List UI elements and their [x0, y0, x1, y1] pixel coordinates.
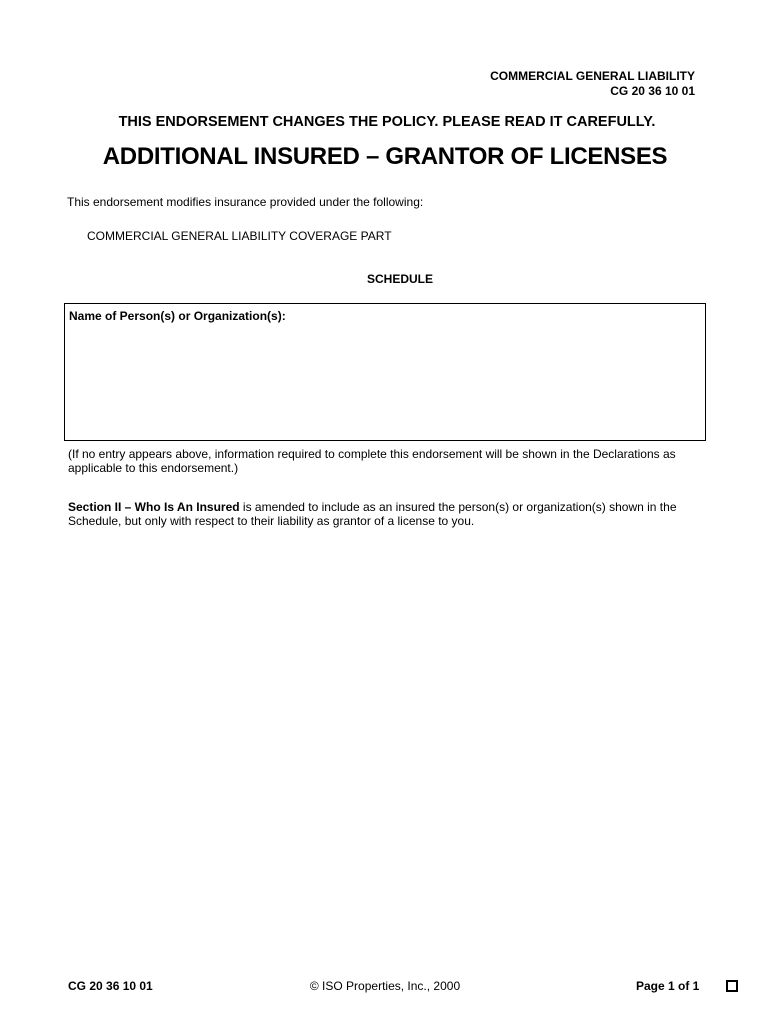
- section-ii-text: is amended to include as an insured the person(s) or organization(s) shown in the Schedule, but only with respect to their liability as grantor of a license to you.: [68, 500, 677, 528]
- footer-copyright: © ISO Properties, Inc., 2000: [309, 979, 461, 993]
- schedule-box: [64, 303, 706, 441]
- endorsement-notice: THIS ENDORSEMENT CHANGES THE POLICY. PLEASE READ IT CAREFULLY.: [118, 114, 656, 130]
- form-type-label: COMMERCIAL GENERAL LIABILITY: [490, 69, 695, 83]
- form-header: [490, 69, 695, 99]
- document-title: ADDITIONAL INSURED – GRANTOR OF LICENSES: [102, 143, 668, 170]
- footer-page-number: Page 1 of 1: [636, 979, 700, 993]
- section-ii-lead: Section II – Who Is An Insured: [68, 500, 240, 514]
- schedule-note: (If no entry appears above, information required to complete this endorsement will be shown in the Declarations as applicable to this endorsement.): [68, 447, 676, 475]
- coverage-part-label: COMMERCIAL GENERAL LIABILITY COVERAGE PART: [87, 229, 392, 243]
- schedule-field-label: Name of Person(s) or Organization(s):: [69, 309, 286, 323]
- schedule-field-value[interactable]: [69, 328, 701, 436]
- footer-form-number: CG 20 36 10 01: [68, 979, 153, 993]
- intro-text: This endorsement modifies insurance provided under the following:: [67, 195, 424, 209]
- schedule-heading: SCHEDULE: [366, 272, 433, 286]
- form-number-label: CG 20 36 10 01: [610, 84, 695, 98]
- section-ii-paragraph: [68, 500, 708, 528]
- checkbox-icon[interactable]: [726, 980, 738, 992]
